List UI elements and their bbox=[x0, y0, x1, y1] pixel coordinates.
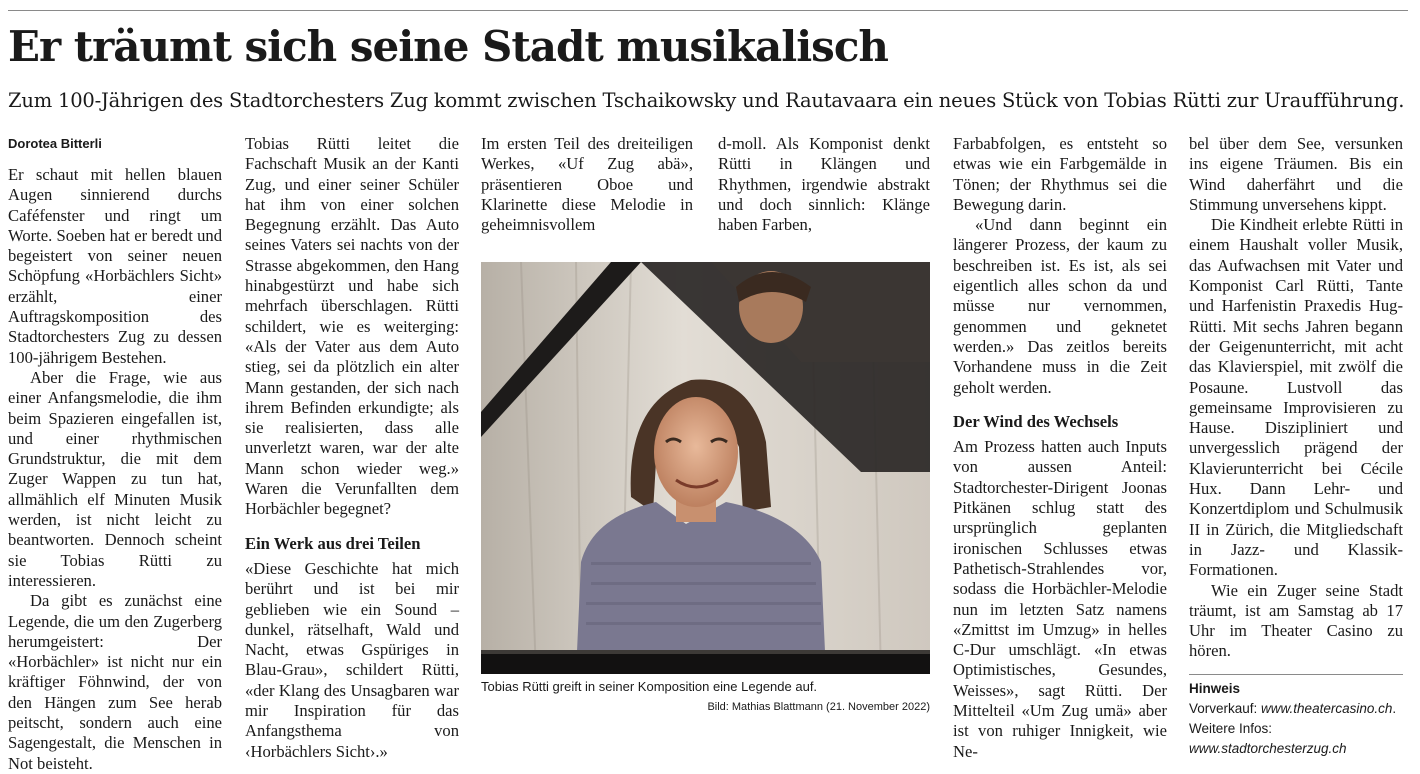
paragraph: Farbabfolgen, es entsteht so etwas wie ein Farbgemälde in Tönen; der Rhythmus sei die Bewegung darin. bbox=[953, 134, 1167, 214]
article-lead: Zum 100-Jährigen des Stadtorchesters Zug kommt zwischen Tschaikowsky und Rautavaara ein neues Stück von Tobias Rütti zur Uraufführung. bbox=[8, 89, 1405, 112]
paragraph: Tobias Rütti leitet die Fachschaft Musik an der Kanti Zug, und einer seiner Schüler hat ihm von einer solchen Begegnung erzählt. Das Auto seines Vaters sei nachts von der Strasse abgekommen, den Hang hinabgestürzt und habe sich mehrfach überschlagen. Rütti schildert, wie es weiterging: «Als der Vater aus dem Auto stieg, sei da plötzlich ein alter Mann gestanden, der sich nach ihrem Befinden erkundigte; als sie realisierten, dass alle unverletzt waren, war der alte Mann schon wieder weg.» Waren die Verunfallten dem Horbächler begegnet? bbox=[245, 134, 459, 519]
paragraph: d-moll. Als Komponist denkt Rütti in Klängen und Rhythmen, irgendwie abstrakt und doch sinnlich: Klänge haben Farben, bbox=[718, 134, 930, 235]
author-byline: Dorotea Bitterli bbox=[8, 136, 102, 151]
paragraph: «Und dann beginnt ein längerer Prozess, der kaum zu beschreiben ist. Es ist, als sei eigentlich alles schon da und müsse nur vernommen, genommen und geknetet werden.» Das zeitlos bereits Vorhandene muss in die Zeit geholt werden. bbox=[953, 215, 1167, 397]
paragraph: Im ersten Teil des dreiteiligen Werkes, «Uf Zug abä», präsentieren Oboe und Klarinette diese Melodie in geheimnisvollem bbox=[481, 134, 693, 235]
hinweis-divider bbox=[1189, 674, 1403, 675]
column-5 bbox=[953, 134, 1167, 762]
hinweis-info-label: . Weitere Infos: bbox=[1189, 700, 1397, 737]
hinweis-presale-label: Vorverkauf: bbox=[1189, 700, 1262, 716]
pianist-photo-illustration bbox=[481, 262, 930, 674]
paragraph: Aber die Frage, wie aus einer Anfangsmelodie, die ihm beim Spazieren eingefallen ist, und einer rhythmischen Grundstruktur, die mit dem Zuger Wappen zu tun hat, allmählich elf Minuten Musik werden, ist nicht leicht zu beantworten. Dennoch scheint sie Tobias Rütti zu interessieren. bbox=[8, 367, 222, 590]
column-6 bbox=[1189, 134, 1403, 760]
photo-caption: Tobias Rütti greift in seiner Komposition eine Legende auf. bbox=[481, 679, 818, 694]
paragraph: Am Prozess hatten auch Inputs von aussen Anteil: Stadtorchester-Dirigent Joonas Pitkänen schlug statt des ursprünglich geplanten ironischen Schlusses etwas Pathetisch-Strahlendes vor, sodass die Horbächler-Melodie nun im letzten Satz namens «Zmittst im Umzug» in helles C-Dur umschlägt. «In etwas Optimistisches, Gesundes, Weisses», sagt Rütti. Der Mittelteil «Um Zug umä» aber ist von ruhiger Innigkeit, wie Ne- bbox=[953, 437, 1167, 761]
hinweis-text bbox=[1189, 699, 1403, 760]
stadtorchesterzug-link[interactable]: www.stadtorchesterzug.ch bbox=[1189, 741, 1347, 757]
column-2 bbox=[245, 134, 459, 762]
article-photo bbox=[481, 262, 930, 674]
paragraph: «Diese Geschichte hat mich berührt und ist bei mir geblieben wie ein Sound – dunkel, rätselhaft, Wald und Nacht, etwas Gspüriges in Blau-Grau», schildert Rütti, «der Klang des Unsagbaren war mir Inspiration für das Anfangsthema von ‹Horbächlers Sicht›.» bbox=[245, 558, 459, 761]
theatercasino-link[interactable]: www.theatercasino.ch bbox=[1261, 700, 1393, 716]
top-rule bbox=[8, 10, 1408, 11]
photo-credit: Bild: Mathias Blattmann (21. November 2022) bbox=[707, 701, 930, 713]
subheading-ein-werk: Ein Werk aus drei Teilen bbox=[245, 533, 421, 553]
article-headline: Er träumt sich seine Stadt musikalisch bbox=[8, 22, 888, 71]
paragraph: Er schaut mit hellen blauen Augen sinnierend durchs Caféfenster und ringt um Worte. Soeben hat er beredt und begeistert von seiner neuen Schöpfung «Horbächlers Sicht» erzählt, einer Auftragskomposition des Stadtorchesters Zug zu dessen 100-jährigem Bestehen. bbox=[8, 165, 222, 367]
hinweis-label: Hinweis bbox=[1189, 680, 1241, 696]
paragraph: bel über dem See, versunken ins eigene Träumen. Bis ein Wind daherfährt und die Stimmung unversehens kippt. bbox=[1189, 134, 1403, 214]
paragraph: Wie ein Zuger seine Stadt träumt, ist am Samstag ab 17 Uhr im Theater Casino zu hören. bbox=[1189, 580, 1403, 661]
paragraph: Da gibt es zunächst eine Legende, die um den Zugerberg herumgeistert: Der «Horbächler» ist nicht nur ein kräftiger Föhnwind, der von den Hängen zum See herab peitscht, sondern auch eine Sagengestalt, die Menschen in Not beisteht. bbox=[8, 591, 222, 773]
column-3 bbox=[481, 134, 693, 235]
subheading-der-wind: Der Wind des Wechsels bbox=[953, 411, 1119, 431]
column-4 bbox=[718, 134, 930, 235]
paragraph: Die Kindheit erlebte Rütti in einem Haushalt voller Musik, das Aufwachsen mit Vater und Komponist Carl Rütti, Tante und Harfenistin Praxedis Hug-Rütti. Mit sechs Jahren begann der Geigenunterricht, mit acht das Klavierspiel, mit zwölf die Posaune. Lustvoll das gemeinsame Improvisieren zu Hause. Diszipliniert und unvergesslich prägend der Klavierunterricht bei Cécile Hux. Dann Lehr- und Konzertdiplom und Schulmusik II in Zürich, die Mitgliedschaft in Jazz- und Klassik-Formationen. bbox=[1189, 215, 1403, 580]
column-1 bbox=[8, 134, 222, 774]
